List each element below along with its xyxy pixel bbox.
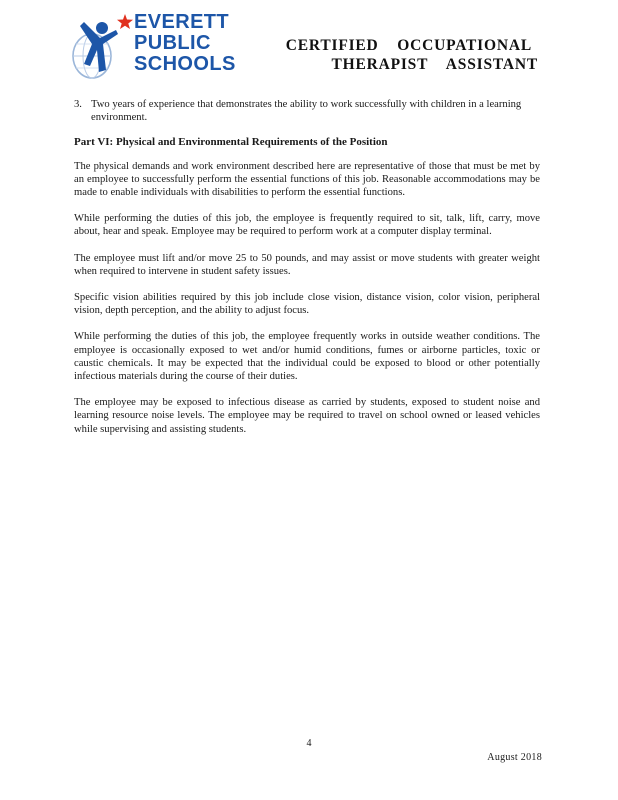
title-line-1: CERTIFIED OCCUPATIONAL [285,37,532,54]
section-heading: Part VI: Physical and Environmental Requirements of the Position [74,136,388,149]
logo-line-schools: SCHOOLS [134,53,236,75]
page-number: 4 [306,738,312,749]
district-logo [70,10,240,82]
logo-line-public: PUBLIC [134,32,211,54]
logo-line-everett: EVERETT [134,11,230,33]
list-item [74,98,540,124]
paragraph-environment: While performing the duties of this job, the employee frequently works in outside weather conditions. The employee is occasionally exposed to wet and/or humid conditions, fumes or airborne particles, toxic or caustic chemicals. It may be expected that the individual could be exposed to blood or other potentially infectious materials during the course of their duties. [74,331,540,383]
list-item-number: 3. [74,99,82,110]
student-with-star-logo-icon [70,10,134,82]
list-item-text: Two years of experience that demonstrates the ability to work successfully with children in a learning environment. [91,99,522,124]
paragraph-vision: Specific vision abilities required by this job include close vision, distance vision, color vision, peripheral vision, depth perception, and the ability to adjust focus. [74,292,540,317]
title-line-2: THERAPIST ASSISTANT [331,56,538,73]
document-body [74,98,540,449]
document-title [285,36,538,74]
paragraph-lifting: The employee must lift and/or move 25 to 50 pounds, and may assist or move students with greater weight when required to intervene in student safety issues. [74,252,540,277]
paragraph-exposure: The employee may be exposed to infectious disease as carried by students, exposed to student noise and learning resource noise levels. The employee may be required to travel on school owned or leased vehicles while supervising and assisting students. [74,397,540,435]
paragraph-duties: While performing the duties of this job, the employee is frequently required to sit, talk, lift, carry, move about, hear and speak. Employee may be required to perform work at a computer display terminal. [74,213,540,238]
footer-date: August 2018 [487,752,542,763]
paragraph-physical-demands: The physical demands and work environment described here are representative of those that must be met by an employee to successfully perform the essential functions of this job. Reasonable accommodations may be made to enable individuals with disabilities to perform the essential functions. [74,160,540,199]
